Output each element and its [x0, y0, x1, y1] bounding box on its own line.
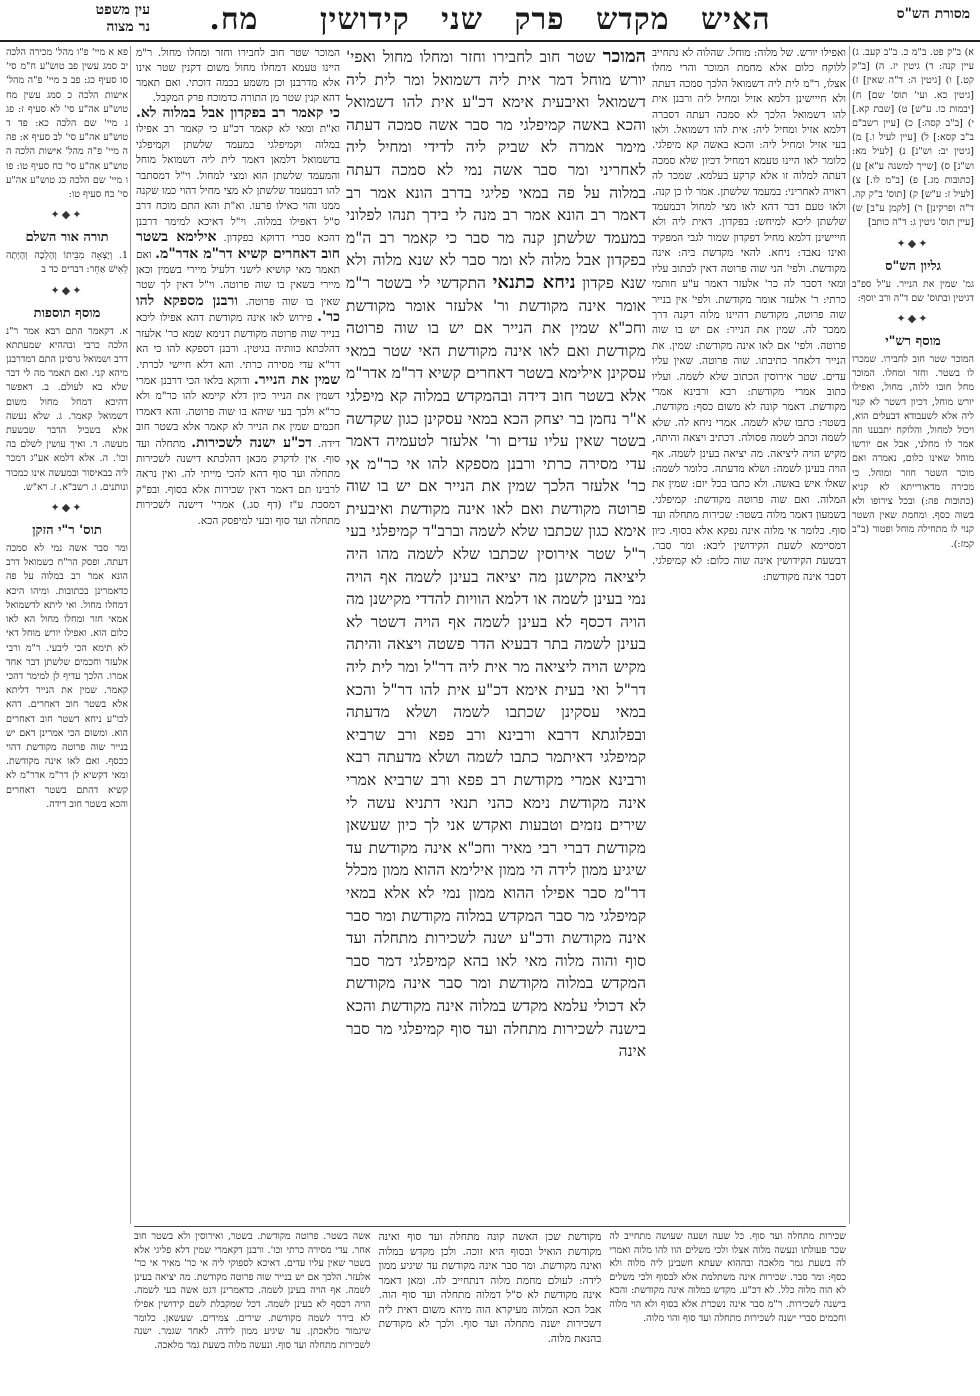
page-number: מח.: [209, 2, 259, 37]
title-word-1: האיש: [700, 2, 771, 37]
tosafot-text-part-4: ודוקא בלאו הכי דרבנן אמרי דשמין את הנייר כיון דלא קיימא להו כר"מ ולא כר"א ולכך בעי שיהא בו שוה פרוטה. והא דאמרו חכמים שמין את הנייר לא קאמר אלא בשטר חוב דידה.: [136, 374, 340, 450]
bottom-rule: [134, 1226, 846, 1227]
ner-mitzvah-label: נר מצוה: [106, 19, 150, 35]
title-word-2: מקדש: [595, 2, 670, 37]
tos-rid-text: ומר סבר אשה נמי לא סמכה דעתה. ופסק הר"ח כשמואל דרב הונא אמר רב במלוה על פה כדאמרינן בכתובות. ומיהו היכא דמחלו מחול. ואי ליתא לדשמואל אמאי חזר ומחלו מחול הא לאו כלום הוא. ואפילו יורש מוחל דאי לא תימא הכי ליבעי. ר"מ ורבי אלעזר וחכמים שלשתן דבר אחד אמרו. הלכך עדיף לן למימר דהכי קאמר. שמין את הנייר דליתא אלא בשטר חוב דאחרים. דהא לכו"ע ניחא דשטר חוב דאחרים הוא. ומשום הכי אמרינן דאם יש בנייר שוה פרוטה מקודשת דהוי ככסף. ואם לאו אינה מקודשת. ומאי דקשיא לן דר"מ אדר"מ לא קשיא דהתם בשטר דאחרים והכא בשטר חוב דידה.: [6, 543, 128, 810]
tosafot-dibbur-hamatchil: אילימא בשטר חוב דאחרים קשיא דר"מ אדר"מ.: [136, 229, 340, 262]
gemara-text-part-3: נימא כהני תנאי דתניא עשה לי שירים נזמים וטבעות ואקדש אני לך כיון שעשאן מקודשת דברי רבי מאיר וחכ"א אינה מקודשת עד שיגיע ממון לידה הי ממון אילימא ההוא ממון מכלל דר"מ סבר אפילו ההוא ממון נמי לא אלא במאי קמיפלגי מר סבר המקדש במלוה מקודשת ומר סבר אינה מקודשת ודכ"ע ישנה לשכירות מתחלה ועד סוף והוה מלוה מאי לאו בהא קמיפלגי דמר סבר המקדש במלוה מקודשת ומר סבר אינה מקודשת לא דכולי עלמא מקדש במלוה אינה מקודשת והכא בישנה לשכירות מתחלה ועד סוף קמיפלגי מר סבר אינה: [346, 793, 646, 1061]
column-divider: [130, 46, 131, 1224]
tosafot-text: [136, 106, 340, 529]
divider-ornament: ✦◆✦: [50, 283, 84, 297]
gilyon-hashas-text: גמ' שמין את הנייר. ע"ל ספ"ב דגיטין ובתוס' שם ד"ה ורב יוסף:: [852, 278, 974, 304]
divider-ornament: ✦◆✦: [896, 236, 930, 250]
tosafot-column: [136, 46, 340, 1224]
gilyon-hashas-title: גליון הש"ס: [885, 258, 941, 274]
title-word-4: שני: [441, 2, 483, 37]
tosafot-dibbur-hamatchil: ורבנן מספקא להו כר'.: [136, 292, 340, 326]
tosafot-text-part-1: וא"ת ומאי לא קאמר דכ"ע כי קאמר רב אפילו במלוה וקמיפלגי במעמד שלשתן וקמיפלגי בדשמואל דלמאן דאמר לית ליה דשמואל מוחל והמעמד שלשתן הוא ומצי למחול. וי"ל דמסתבר להו דבמעמד שלשתן לא מצי מחיל דהוי כמו שקנה ממנו והוי כאילו פרעו. וא"ת והא התם מוכח דרב ס"ל דאפילו במלוה. וי"ל דאיכא למימר דרבנן דהכא סברי דדוקא בפקדון.: [136, 123, 340, 245]
tosafot-side-commentary: המוכר שטר חוב לחבירו וחזר ומחלו מחול. ר"מ היינו טעמא דמחלו מחול משום דקנין שטר אינו אלא מדרבנן וכן משמע בכמה דוכתי. ואם תאמר דהא קנין שטר מן התורה כדמוכח פרק המקבל.: [136, 47, 340, 104]
right-margin-column: [852, 46, 974, 1226]
masoret-hashas-label: מסורת הש"ס: [896, 6, 970, 22]
rashi-text: ואפילו יורש. של מלוה: מוחל. שהלוה לא נתחייב ללוקח כלום אלא מחמת המוכר והרי מחלו אצלו, ר"מ לית ליה דשמואל הלכך סמכה דעתה ולא חייישינן דלמא אזיל ומחיל ליה ורבנן אית להו דשמואל הלכך לא סמכה דעתה דסברה דלמא אזיל ומחיל ליה: אית להו דשמואל. ולאו בעי אזיל ומחיל ליה: והכא באשה קא מיפלגי. כלומר לאו היינו טעמא דמחיל דכיון שלא סמכה דעתה למלוה זו אלא קרקע בעלמא. שמכר לה ראויה לאחריני: במעמד שלשתן. אמר לו כן קנה. ולאו טעם דבר דהא לאו מצי למחול דבמעמד שלשתן ליכא למיחש: בפקדון. דאית ליה ולא חייישינן דלמא מחיל דפקדון שמור לגבי המפקיד ואינו נאבד: ניחא. להאי מקדשת ביה: אינה מקודשת. ולפי' הני שוה פרוטה דאין לכתוב עליו ומאי דסבר לה כר' אלעזר דאמר ע"ע חותמי כרתי: ר' אלעזר אומר מקודשת. ולפי' אין בנייר שוה פרוטה, מקודשת דהיינו מלוה דקנה דרך ממכר לה. שמין את הנייר: אם יש בו שוה פרוטה. ולפי' אם לאו אינה מקודשת: שמין. את הנייר דלאחר כתיבתו. שוה פרוטה. שאין עליו עדים. שטר אירוסין הכתוב שלא לשמה. ועליו כתוב אמרי מקודשת: רבא ורבינא אמרי מקודשת. דאמר קונה לא משום כסף: מקודשת. בשטר: כתבו שלא לשמה. אמרי ניחא לה. שלא לשמה וכתב לשמה פסולה. דכתיב ויצאה והיתה, מקיש הויה ליציאה. מה יציאה בעינן לשמה. אף הויה בעינן לשמה: ושלא מדעתה. כלומר לשמה: שאלו איש באשה. ולא כתבו בכל יום: שמין את המלוה. ואם שוה פרוטה מקודשת: קמיפלגי. בשמעון דאמר מלוה בשטר: שכירות מתחלה ועד סוף. כלומר אי מלוה אינה נפקא אלא בסוף. כיון דמסיימא לשעת הקידושין ליכא: ומר סבר. דבשעת הקידושין אינה שוה כלום: לא קמיפלגי. דסבר אינה מקודשת:: [652, 47, 846, 583]
divider-ornament: ✦◆✦: [896, 312, 930, 326]
musaf-tosafot-text: א. דקאמר התם רבא אמר ר"נ הלכה כרבי ובההיא שמעתתא דרב ושמואל גרסינן התם דמדרבנן מיהא קני. ואם תאמר מה לי דבר שלא בא לעולם. ב. דאפשר דהיכא דמחל מחול משום דשמואל קאמר. ג. שלא נעשה אלא בשביל הדבר שבשעת מעשה. ד. ואיך עושין לשלם בה וכו'. ה. אלא דלמא אע"ג דמכר ליה בבאיסור ובמעשה אינו כמכור ונותנים. ו. רשב"א. ז. רא"ש.: [6, 325, 128, 493]
gemara-main-column: [346, 46, 646, 1224]
torah-or-text: 1. וְיָצְאָה מִבֵּיתוֹ וְהָלְכָה וְהָיְתָה לְאִישׁ אַחֵר: דברים כד ב: [6, 250, 128, 276]
gemara-rubric-word: המוכר: [602, 46, 646, 67]
tosafot-dibbur-hamatchil: שמין את הנייר.: [253, 371, 340, 388]
tosafot-dibbur-hamatchil: דכ"ע ישנה לשכירות.: [191, 434, 312, 451]
header-rule: [0, 40, 980, 42]
page-title: [140, 2, 840, 37]
tos-rid-title: תוס' ר"י הזקן: [32, 523, 102, 539]
bottom-commentary-area: [134, 1226, 846, 1392]
column-divider: [849, 46, 850, 1224]
left-margin-column: [6, 46, 128, 1392]
musaf-rashi-text: המוכר שטר חוב לחבירו. שמכרו לו בשטר. וחזר ומחלו. המוכר מחל חובו ללוה, מחול, ואפילו יורש מוחל, דכיון דשטר לא קנוי ליה אלא לשעבודא דבעלים הוא, ויכול למחול, והלוקח יתבענו וזה אמר לו מחלני, אבל אם יורשו מוחל שאינו כלום, נאמרה ואם מוכר השטר חוזר ומוחל. כי מכירה מדאורייתא לא קניא (כתובות פה:) ובכל צירופו ולא בשוה כסף. ומחמת שאין השטר קנוי לו מתחילה מוחל ופטור (ב"ב קמז:).: [852, 354, 974, 550]
ein-mishpat-label: עין משפט: [95, 2, 150, 18]
tosafot-text-part-2: ואם תאמר מאי קושיא לישני דלעיל מיירי בשמין וכאן מיירי בשאין בו שוה פרוטה. וי"ל דאין לך שטר שאין בו שוה פרוטה.: [136, 248, 340, 308]
title-word-3: פרק: [514, 2, 565, 37]
ein-mishpat-text: פא א מיי' פ"ו מהל' מכירה הלכה יב סמג עשין פב טוש"ע ח"מ סי' סו סעיף כג: פב ב מיי' פ"ה מהל' אישות הלכה כ סמג עשין מח טוש"ע אה"ע סי' לא סעיף ז: פג ג מיי' שם הלכה כא: פד ד טוש"ע אה"ע סי' לב סעיף א: פה ה מיי' פ"ה מהל' אישות הלכה ה טוש"ע אה"ע סי' כח סעיף טו: פו ו מיי' שם הלכה כג טוש"ע אה"ע סי' כח סעיף טו:: [6, 47, 128, 201]
ein-mishpat-header: [10, 2, 150, 36]
gemara-continuation: מקודשת שכן האשה קונה מתחלה ועד סוף ואינה מקודשת הואיל ובסוף היא זוכה. ולכן מקדש במלוה ואינה מקודשת. ומר סבר אינה מקודשת עד שיגיע ממון לידה: לעולם מחמת מלוה דנתחייב לה. ומאן דאמר אינה מקודשת לא ס"ל דמלוה מתחלה ועד סוף הוה. אבל הכא המלוה מעיקרא הוה מיהא משום דאית ליה דשכירות ישנה מתחלה ועד סוף. ולכך לא מקודשת בהנאת מלוה.: [378, 1231, 602, 1345]
divider-ornament: ✦◆✦: [50, 208, 84, 222]
gemara-emphasis-phrase: ניחא כתנאי: [492, 271, 576, 293]
tosafot-dibbur-hamatchil: כי קאמר רב בפקדון אבל במלוה לא.: [136, 105, 340, 121]
gemara-text: [346, 46, 646, 1063]
tosafot-text-part-5: מתחלה ועד סוף. אין לדקדק מכאן דהלכתא דישנה לשכירות מתחלה ועד סוף דהא להכי מייתי לה. ואין נראה לרבינו תם דאמר דאין שכירות אלא בסוף. ובפ"ק דמסכת ע"ז (דף סג.) אמרי' דישנה לשכירות מתחלה ועד סוף ובעי למיפסק הכא.: [136, 437, 340, 527]
rashi-commentary-column: [652, 46, 846, 1224]
gemara-text-part-1: שטר חוב לחבירו וחזר ומחלו מחול ואפי' יורש מוחל דמר אית ליה דשמואל ומר לית ליה דשמואל ואיבעית אימא דכ"ע אית להו דשמואל והכא באשה קמיפלגי מר סבר אשה סמכה דעתה מימר אמרה לא שביק ליה לדידי ומחיל ליה לאחריני ומר סבר אשה נמי לא סמכה דעתה במלוה על פה במאי פליגי בדרב הונא אמר רב דאמר רב הונא אמר רב מנה לי בידך תנהו לפלוני במעמד שלשתן קנה מר סבר כי קאמר רב ה"מ בפקדון אבל מלוה לא ומר סבר לא שנא מלוה ולא שנא פקדון: [346, 48, 646, 292]
rashi-continuation: שכירות מתחלה ועד סוף. כל שעה ושעה שעושה מתחייב לה שכר פעולתו ונעשה מלוה אצלו ולכי משלים הוו להו מלוה ואמרי לה בשעת גמר מלאכה ובההוא שעתא חשבינן ליה מלוה ולא כסף: ומר סבר. שכירות אינה משתלמת אלא לבסוף ולכי משלים לא הוה מלוה כלל. לא דכ"ע. מקדש במלוה אינה מקודשת: והכא בישנה לשכירות. ר"מ סבר אינה נשכרת אלא בסוף ולא הוי מלוה וחכמים סברי ישנה לשכירות מתחלה ועד סוף והוי מלוה.: [609, 1231, 846, 1324]
title-word-5: קידושין: [319, 2, 410, 37]
masoret-hashas-text: א) ב"ק פט. ב"מ כ. ב"ב קעב. ג) עיין קנה: ד) גיטין יז. ה) [ב"ק קט.] ו) [גיטין ה: ד"ה שאין] ז) [גיטין כא. ועי' תוס' שם] ח) [יבמות כו. ע"ש] ט) [שבת קא.] י) [ב"ב קסה:] כ) [עיין רשב"ם ב"ב קסא:] ל) [עיין לעיל ו.] מ) [גיטין יב: וש"נ] נ) [לעיל מא: וש"נ] ס) [שייך למשנה ע"א] ע) [כתובות מג.] פ) [ב"מ לו.] צ) [לעיל ז: ע"ש] ק) [תוס' ב"ק קה. ד"ה ופרקינן] ר) [לקמן ע"ב] ש) [עיין תוס' גיטין ג: ד"ה כותב]: [852, 47, 974, 229]
musaf-tosafot-title: מוסף תוספות: [33, 305, 101, 321]
gemara-text-part-2: התקדשי לי בשטר ר"מ אומר אינה מקודשת ור' אלעזר אומר מקודשת וחכ"א שמין את הנייר אם יש בו שוה פרוטה מקודשת ואם לאו אינה מקודשת האי שטר במאי עסקינן אילימא בשטר דאחרים קשיא דר"מ אדר"מ אלא בשטר חוב דידה ובהמקדש במלוה קא מיפלגי א"ר נחמן בר יצחק הכא במאי עסקינן כגון שקדשה בשטר שאין עליו עדים ור' אלעזר לטעמיה דאמר עדי מסירה כרתי ורבנן מספקא להו אי כר"מ אי כר' אלעזר הלכך שמין את הנייר אם יש בו שוה פרוטה מקודשת ואם לאו אינה מקודשת ואיבעית אימא כגון שכתבו שלא לשמה וברב"ד קמיפלגי בעי ר"ל שטר אירוסין שכתבו שלא לשמה מהו היה ליציאה מקישנן מה יציאה בעינן לשמה אף הויה נמי בעינן לשמה או דלמא הוויות להדדי מקישנן מה הויה דכסף לא בעינן לשמה אף הויה דשטר לא בעינן לשמה בתר דבעיא הדר פשטה ויצאה והיתה מקיש הויה ליציאה מר אית ליה דר"ל ומר לית ליה דר"ל ואי בעית אימא דכ"ע אית להו דר"ל והכא במאי עסקינן שכתבו לשמה ושלא מדעתה ובפלוגתא דרבא ורבינא ורב פפא ורב שרביא קמיפלגי דאיתמר כתבו לשמה ושלא מדעתה רבא ורבינא אמרי מקודשת רב פפא ורב שרביא אמרי אינה מקודשת: [346, 273, 646, 812]
musaf-rashi-title: מוסף רש"י: [885, 334, 941, 350]
tosafot-text-part-3: פירוש לאו אינה מקודשת דהא אפילו ליכא בנייר שוה פרוטה מקודשת דנימא שמא כר' אלעזר דהלכתא כוותיה בגיטין. ורבנן דספקא להו כי הא דר"א עדי מסירה כרתי. והא דלא חיישי לכרתי.: [136, 312, 340, 371]
divider-ornament: ✦◆✦: [50, 501, 84, 515]
torah-or-title: תורה אור השלם: [25, 230, 109, 246]
tosafot-continuation: אשה בשטר. פרוטה מקודשת. בשטר, ואירוסין ולא בשטר חוב אחר. עדי מסירה כרתי וכו'. ורבנן דקאמרי שמין דלא פליגי אלא בשטר שאין עליו עדים. דאיכא לספוקי ליה אי כר' מאיר אי כר' אלעזר. הלכך אם יש בנייר שוה פרוטה מקודשת. מה יציאה בעינן לשמה. אף הויה בעינן לשמה. כדאמרינן דגט אשה בעי לשמה. הויה דכסף לא בעינן לשמה. דכל שמקבלת לשם קידושין אפילו לא בירר לשמה מקודשת. שירים. צמידים. שעשאן. כלומר שיגמור מלאכתן. עד שיגיע ממון לידה. לאחר שגמר. ישנה לשכירות מתחלה ועד סוף. ונעשה מלוה בשעת גמר מלאכה.: [134, 1231, 371, 1351]
